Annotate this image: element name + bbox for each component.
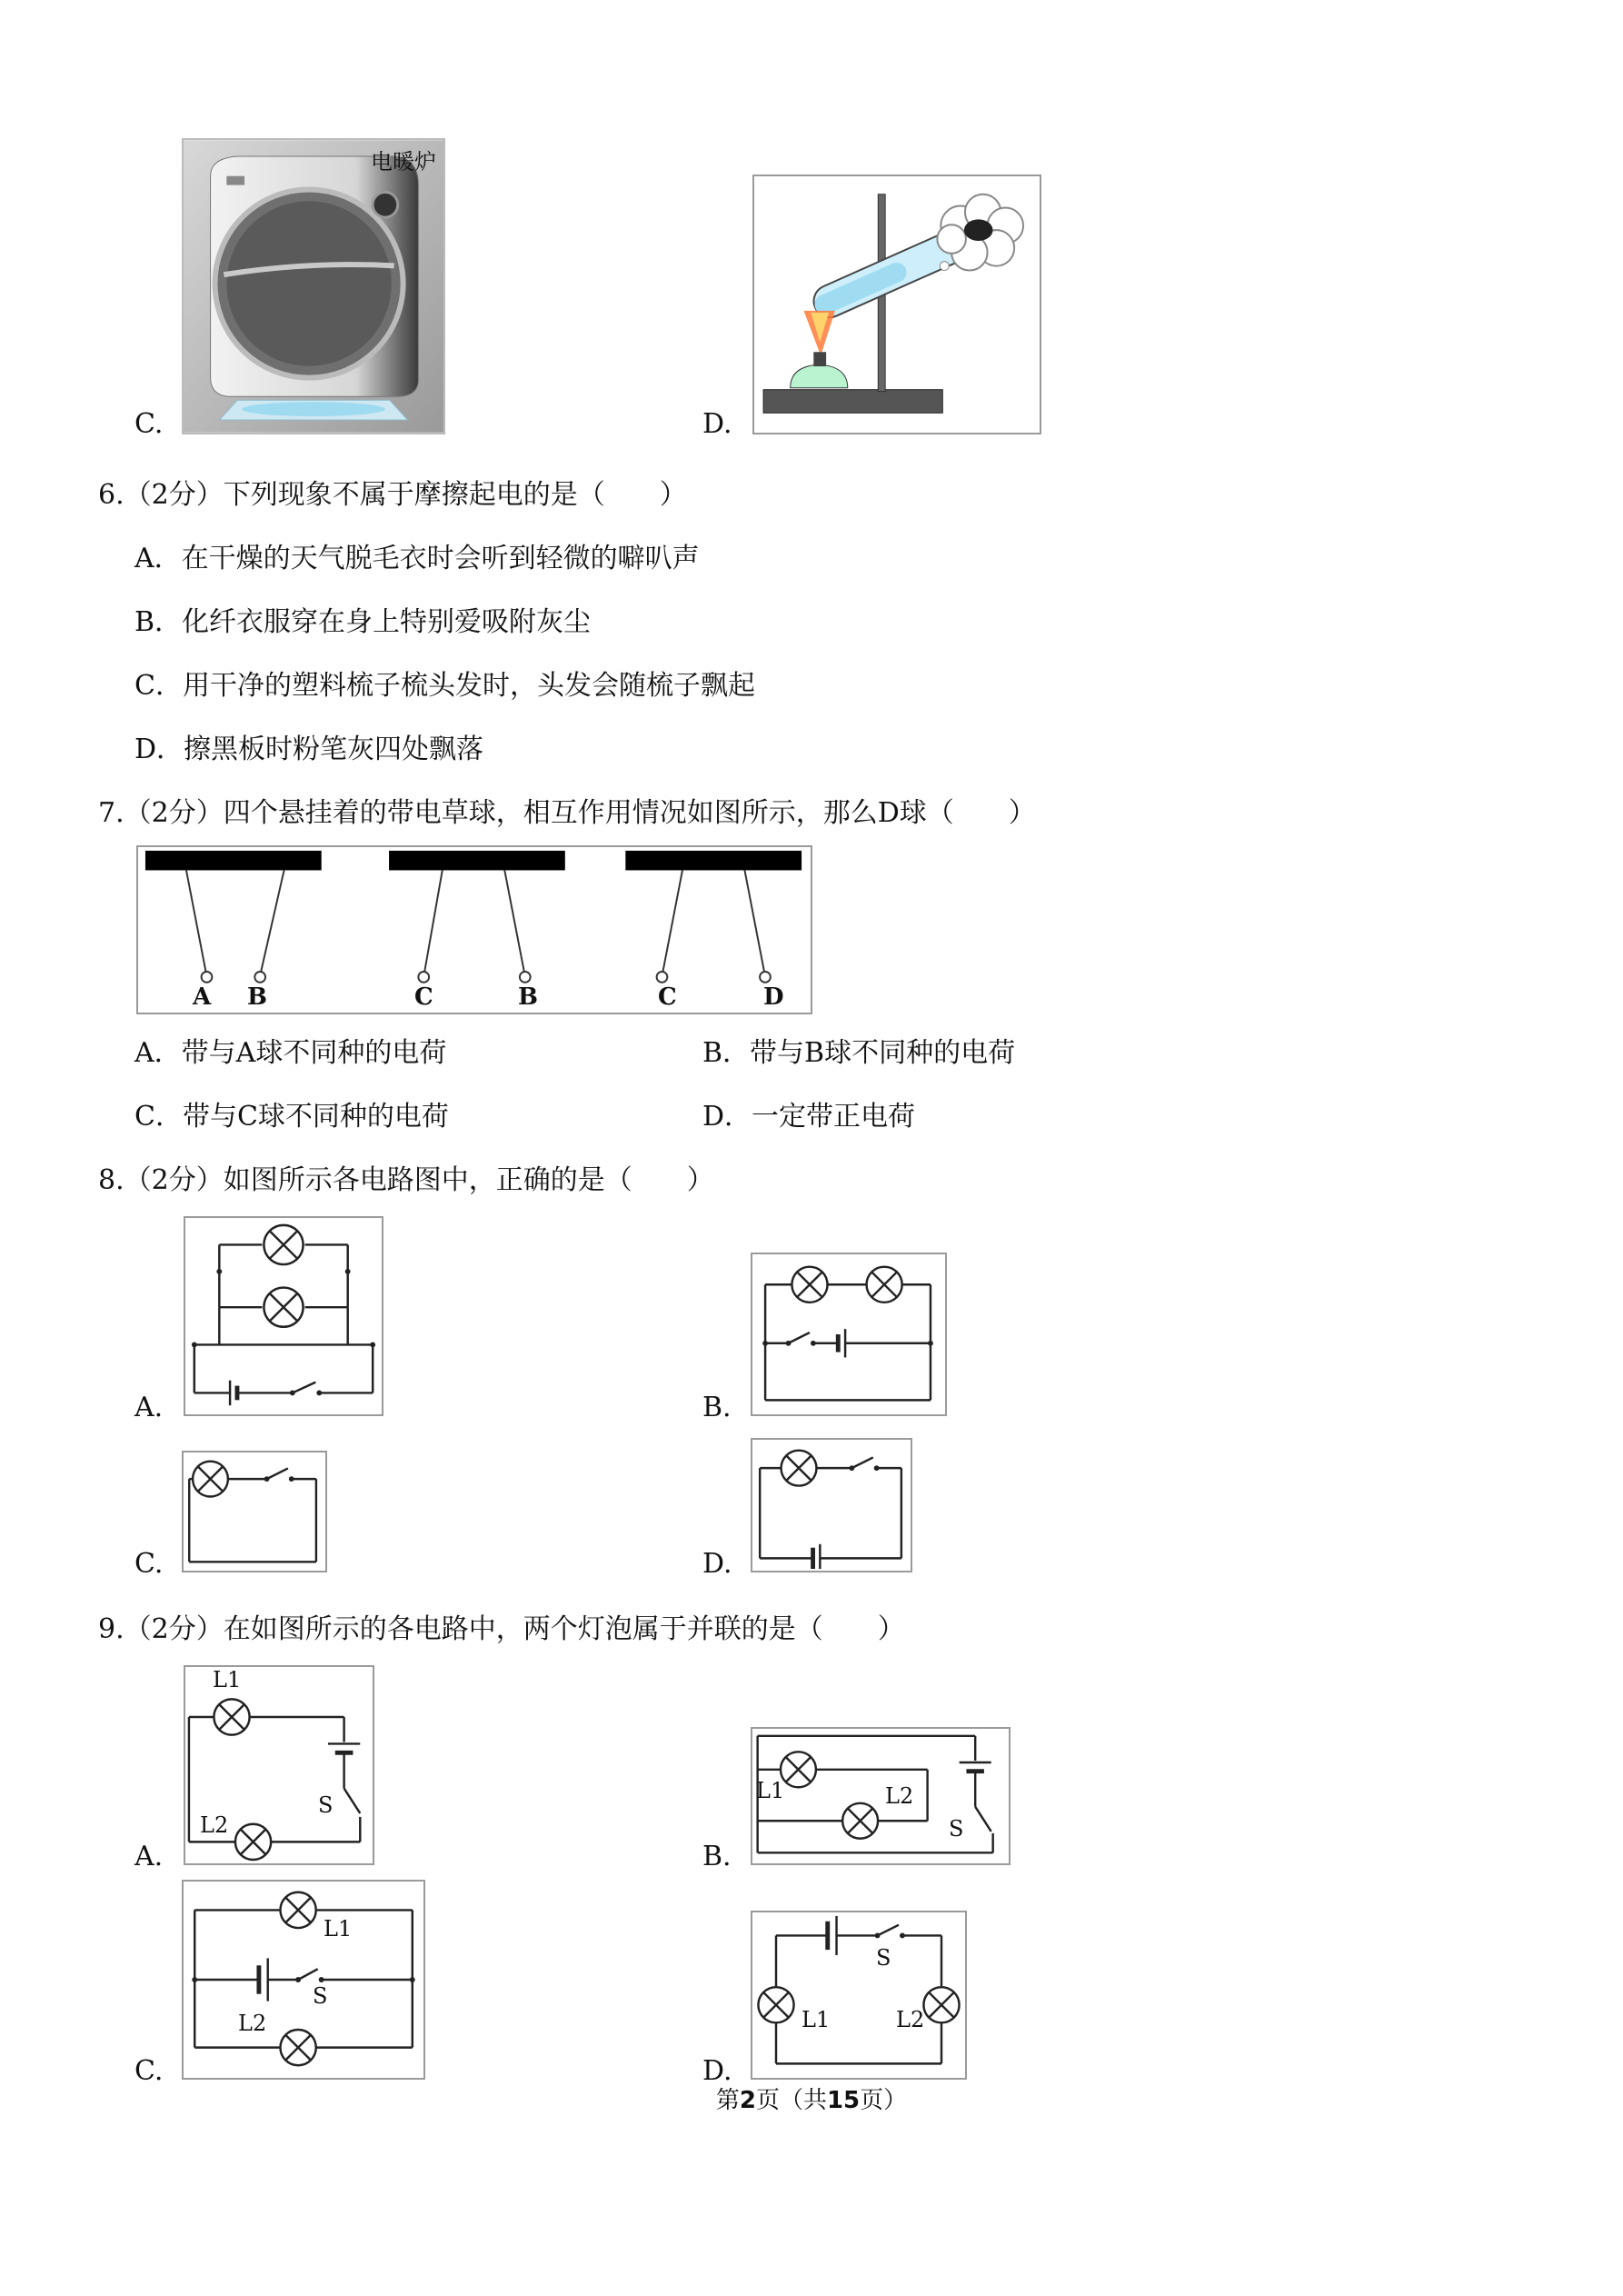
footer-prefix: 第	[715, 2087, 740, 2114]
q8-circuit-a	[184, 1216, 383, 1416]
q9-label-d: D.	[702, 2055, 732, 2087]
q9-circuit-b-drawing	[752, 1729, 1009, 1863]
page-footer	[0, 2081, 1623, 2115]
q9-circuit-c-drawing	[184, 1882, 423, 2078]
q9-circuit-d-drawing	[752, 1912, 965, 2078]
q7-stem: 7.（2分）四个悬挂着的带电草球，相互作用情况如图所示，那么D球（ ）	[98, 797, 1036, 829]
q9-label-b: B.	[702, 1841, 732, 1872]
q8-circuit-b	[751, 1253, 947, 1416]
ball-label-d: D	[763, 983, 784, 1011]
q9c-l2-label: L2	[238, 2011, 267, 2036]
q7-option-c: C．带与C球不同种的电荷	[134, 1101, 449, 1133]
q6-option-a: A．在干燥的天气脱毛衣时会听到轻微的噼叭声	[134, 543, 700, 574]
q6-option-d: D．擦黑板时粉笔灰四处飘落	[134, 734, 484, 765]
q8-label-a: A.	[134, 1392, 164, 1423]
ball-label-a: A	[193, 983, 212, 1011]
q8-stem: 8.（2分）如图所示各电路图中，正确的是（ ）	[98, 1164, 714, 1196]
charged-balls-drawing	[138, 847, 811, 1013]
electric-heater-image	[182, 138, 445, 434]
q9b-s-label: S	[949, 1816, 964, 1842]
q8-circuit-d	[751, 1438, 912, 1572]
q8-label-b: B.	[702, 1392, 732, 1423]
ball-label-c2: C	[658, 983, 677, 1011]
q9b-l1-label: L1	[756, 1778, 785, 1803]
q8-circuit-a-drawing	[185, 1218, 382, 1414]
q5-option-c-label: C.	[134, 408, 164, 440]
q9c-s-label: S	[313, 1983, 328, 2009]
q9-label-a: A.	[134, 1841, 164, 1872]
q6-option-b: B．化纤衣服穿在身上特别爱吸附灰尘	[134, 606, 592, 638]
q8-circuit-c	[182, 1451, 327, 1572]
electric-heater-drawing	[184, 140, 443, 433]
footer-total-pages: 15	[826, 2087, 861, 2114]
q7-option-d: D．一定带正电荷	[702, 1101, 916, 1133]
q8-circuit-c-drawing	[184, 1452, 325, 1571]
q9a-l2-label: L2	[200, 1812, 229, 1838]
footer-suffix: 页）	[860, 2087, 908, 2114]
heating-test-tube-image	[752, 175, 1041, 434]
ball-label-b1: B	[247, 983, 267, 1011]
q9-circuit-b	[751, 1727, 1011, 1865]
footer-page-number: 2	[739, 2087, 756, 2114]
q6-stem: 6.（2分）下列现象不属于摩擦起电的是（ ）	[98, 479, 687, 511]
q9c-l1-label: L1	[324, 1916, 353, 1942]
q9d-s-label: S	[876, 1945, 891, 1971]
q8-circuit-b-drawing	[752, 1254, 945, 1414]
footer-middle: 页（共	[755, 2087, 827, 2114]
q9b-l2-label: L2	[885, 1783, 914, 1809]
q7-option-a: A．带与A球不同种的电荷	[134, 1037, 447, 1069]
q8-label-c: C.	[134, 1548, 164, 1580]
q9-circuit-c	[182, 1880, 425, 2080]
q7-option-b: B．带与B球不同种的电荷	[702, 1037, 1016, 1069]
heater-caption: 电暖炉	[371, 149, 436, 175]
q9-stem: 9.（2分）在如图所示的各电路中，两个灯泡属于并联的是（ ）	[98, 1613, 905, 1645]
ball-label-c1: C	[414, 983, 433, 1011]
test-tube-apparatus-drawing	[754, 176, 1040, 433]
ball-label-b2: B	[518, 983, 538, 1011]
charged-balls-figure	[136, 845, 812, 1014]
q9a-l1-label: L1	[213, 1667, 242, 1692]
q8-label-d: D.	[702, 1548, 732, 1580]
q9a-s-label: S	[318, 1792, 334, 1818]
q9-circuit-d	[751, 1911, 967, 2080]
q6-option-c: C．用干净的塑料梳子梳头发时，头发会随梳子飘起	[134, 670, 755, 702]
q9-label-c: C.	[134, 2055, 164, 2087]
q8-circuit-d-drawing	[752, 1440, 911, 1571]
q5-option-d-label: D.	[702, 408, 732, 440]
q9d-l1-label: L1	[802, 2007, 831, 2032]
q9d-l2-label: L2	[896, 2007, 925, 2032]
q9-circuit-a	[184, 1665, 374, 1865]
